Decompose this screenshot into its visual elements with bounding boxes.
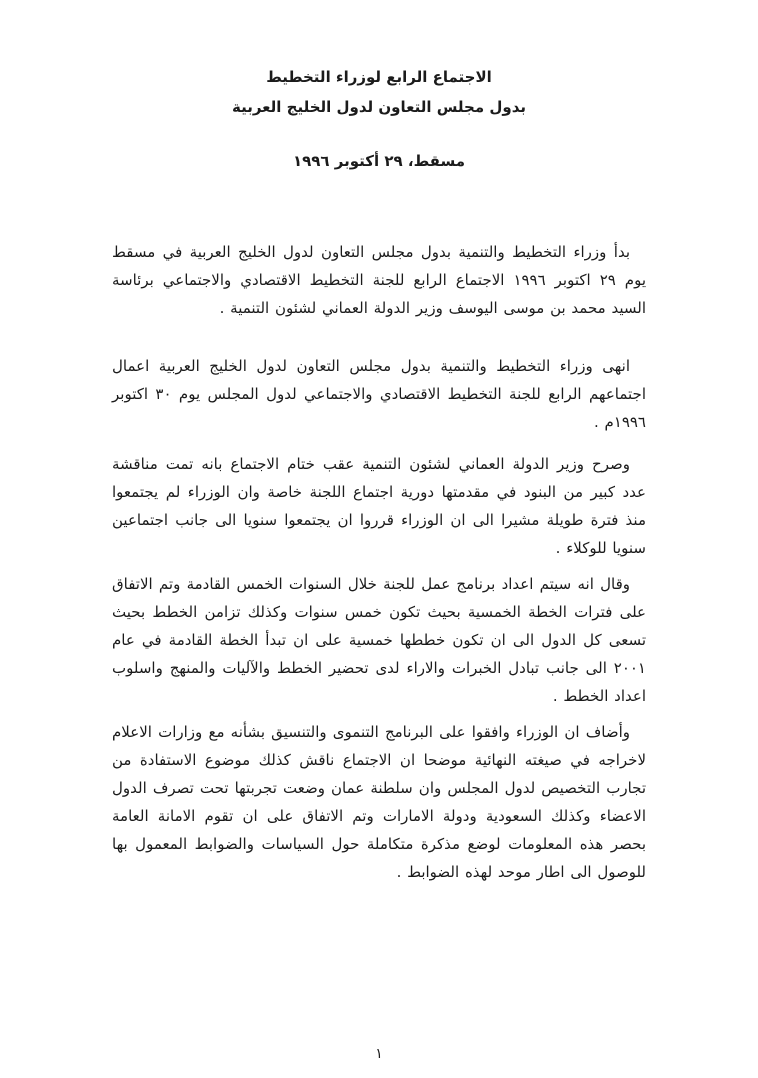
paragraph-1: بدأ وزراء التخطيط والتنمية بدول مجلس التعاون لدول الخليج العربية في مسقط يوم ٢٩ اكتوبر ١٩٩٦ الاجتماع الرابع للجنة التخطيط الاقتصادي والاجتماعي برئاسة السيد محمد بن موسى اليوسف وزير الدولة العماني لشئون التنمية . <box>112 243 647 317</box>
paragraph-2: انهى وزراء التخطيط والتنمية بدول مجلس التعاون لدول الخليج العربية اعمال اجتماعهم الرابع للجنة التخطيط الاقتصادي والاجتماعي لدول المجلس يوم ٣٠ اكتوبر ١٩٩٦م . <box>112 357 646 431</box>
document-title-line-2: بدول مجلس التعاون لدول الخليج العربية <box>232 98 526 116</box>
page-number: ١ <box>375 1046 383 1062</box>
paragraph-4: وقال انه سيتم اعداد برنامج عمل للجنة خلال السنوات الخمس القادمة وتم الاتفاق على فترات الخطة الخمسية بحيث تكون خمس سنوات وكذلك تزامن الخطط بحيث تسعى كل الدول الى ان تكون خططها خمسية على ان تبدأ الخطة القادمة في عام ٢٠٠١ الى جانب تبادل الخبرات والاراء لدى تحضير الخطط والآليات والمنهج واسلوب اعداد الخطط . <box>112 575 646 705</box>
paragraph-5: وأضاف ان الوزراء وافقوا على البرنامج التنموى والتنسيق بشأنه مع وزارات الاعلام لاخراجه في صيغته النهائية موضحا ان الاجتماع ناقش كذلك موضوع الاستفادة من تجارب التخصيص لدول المجلس وان سلطنة عمان وضعت تجربتها تحت تصرف الدول الاعضاء وكذلك السعودية ودولة الامارات وتم الاتفاق على ان تقوم الامانة العامة بحصر هذه المعلومات لوضع مذكرة متكاملة حول السياسات والضوابط المعمول بها للوصول الى اطار موحد لهذه الضوابط . <box>112 723 646 881</box>
document-header <box>112 62 646 172</box>
document-body <box>112 238 646 886</box>
paragraph-3: وصرح وزير الدولة العماني لشئون التنمية عقب ختام الاجتماع بانه تمت مناقشة عدد كبير من البنود في مقدمتها دورية اجتماع اللجنة خاصة وان الوزراء لم يجتمعوا منذ فترة طويلة مشيرا الى ان الوزراء قرروا ان يجتمعوا سنويا الى جانب اجتماعين سنويا للوكلاء . <box>112 455 646 557</box>
page-footer <box>0 1043 758 1062</box>
document-title-line-1: الاجتماع الرابع لوزراء التخطيط <box>266 68 492 86</box>
document-dateline: مسقط، ٢٩ أكتوبر ١٩٩٦ <box>292 152 466 170</box>
